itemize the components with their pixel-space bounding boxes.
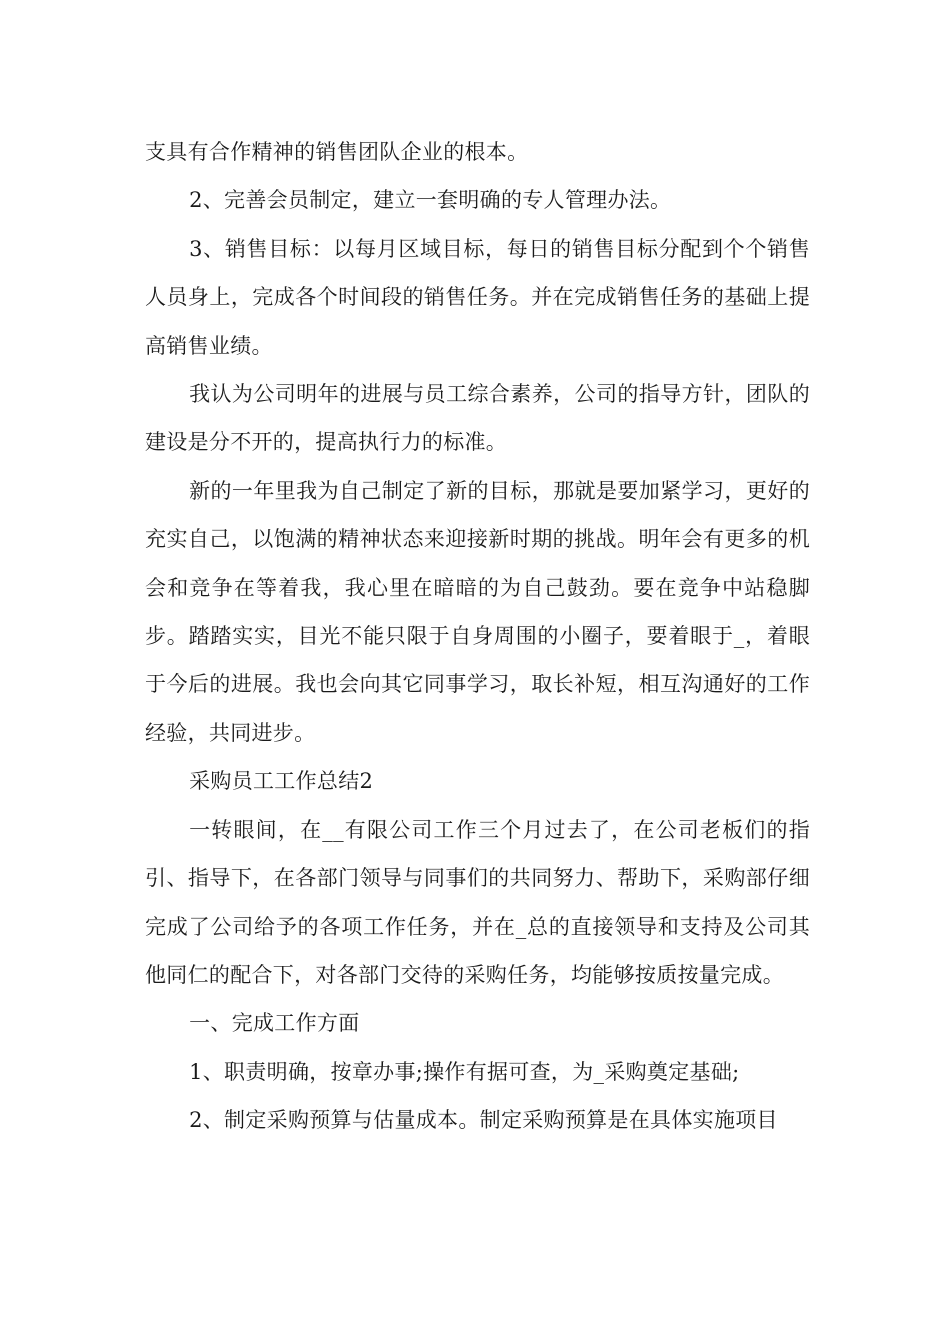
paragraph-10: 2、制定采购预算与估量成本。制定采购预算是在具体实施项目 xyxy=(189,1108,778,1133)
paragraph-5: 新的一年里我为自己制定了新的目标，那就是要加紧学习，更好的充实自己，以饱满的精神状态来迎接新时期的挑战。明年会有更多的机会和竞争在等着我，我心里在暗暗的为自己鼓劲。要在竞争中站稳脚步。踏踏实实，目光不能只限于自身周围的小圈子，要着眼于_，着眼于今后的进展。我也会向其它同事学习，取长补短，相互沟通好的工作经验，共同进步。 xyxy=(145,478,810,745)
paragraph-4: 我认为公司明年的进展与员工综合素养，公司的指导方针，团队的建设是分不开的，提高执行力的标准。 xyxy=(145,382,810,455)
paragraph-2: 2、完善会员制定，建立一套明确的专人管理办法。 xyxy=(189,188,672,213)
paragraph-3: 3、销售目标：以每月区域目标，每日的销售目标分配到个个销售人员身上，完成各个时间段的销售任务。并在完成销售任务的基础上提高销售业绩。 xyxy=(145,236,810,358)
section-heading-work-done: 一、完成工作方面 xyxy=(189,1011,360,1036)
paragraph-1: 支具有合作精神的销售团队企业的根本。 xyxy=(145,140,529,164)
section-heading-summary-2: 采购员工工作总结2 xyxy=(189,769,374,794)
paragraph-7: 一转眼间，在__有限公司工作三个月过去了，在公司老板们的指引、指导下，在各部门领导与同事们的共同努力、帮助下，采购部仔细完成了公司给予的各项工作任务，并在_总的直接领导和支持及公司其他同仁的配合下，对各部门交待的采购任务，均能够按质按量完成。 xyxy=(145,817,810,987)
document-body xyxy=(145,128,810,1145)
paragraph-9: 1、职责明确，按章办事;操作有据可查，为_采购奠定基础; xyxy=(189,1059,740,1084)
